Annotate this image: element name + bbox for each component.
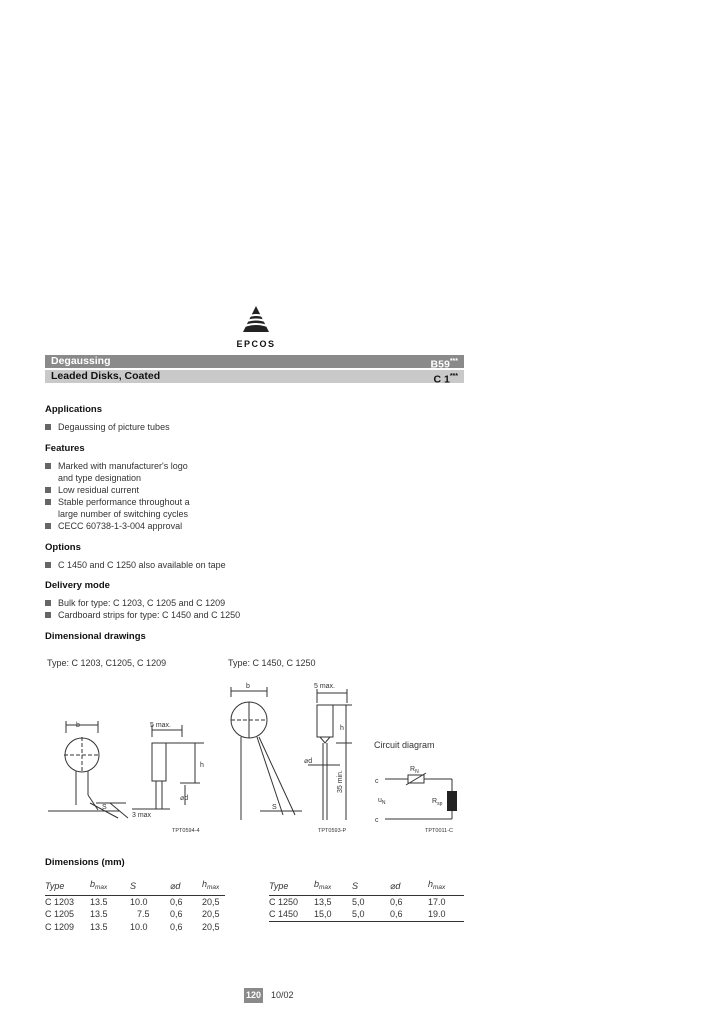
label-b-left: b	[76, 722, 80, 729]
bullet-icon	[45, 523, 51, 529]
label-b-middle: b	[246, 683, 250, 690]
dimensions-table-right	[269, 878, 464, 922]
label-c-bottom: c	[375, 817, 379, 824]
category-label: Degaussing	[51, 355, 111, 367]
drawings-heading: Dimensional drawings	[45, 631, 146, 642]
dimensional-drawing	[40, 675, 480, 840]
page-number: 120	[244, 988, 263, 1003]
code-left: TPT0594-4	[172, 828, 200, 834]
applications-heading: Applications	[45, 404, 103, 415]
epcos-logo-icon	[234, 304, 278, 334]
list-item: Stable performance throughout a large number of switching cycles	[45, 496, 190, 520]
label-s-middle: S	[272, 804, 277, 811]
list-item: CECC 60738-1-3-004 approval	[45, 520, 182, 532]
list-item: Low residual current	[45, 484, 139, 496]
bullet-icon	[45, 487, 51, 493]
label-35min: 35 min.	[337, 770, 344, 793]
product-label: Leaded Disks, Coated	[51, 370, 161, 382]
label-h-middle: h	[340, 725, 344, 732]
category-code: B59***	[430, 358, 458, 371]
bullet-icon	[45, 612, 51, 618]
bullet-icon	[45, 600, 51, 606]
code-middle: TPT0593-P	[318, 828, 347, 834]
table-row: C 1250 13,5 5,0 0,6 17.0	[269, 896, 446, 907]
table-header-row: Type $b_{max}$ S ⌀d $h_{max}$	[269, 878, 464, 895]
label-phid-left: ⌀d	[180, 795, 189, 802]
product-code: C 1***	[433, 373, 458, 386]
bullet-icon	[45, 424, 51, 430]
header-bar-product	[45, 370, 464, 386]
list-item: Bulk for type: C 1203, C 1205 and C 1209	[45, 597, 225, 609]
options-heading: Options	[45, 542, 81, 553]
label-s-left: S	[102, 804, 107, 811]
dimensions-table-left	[45, 878, 225, 933]
label-5max-left: 5 max.	[150, 722, 172, 729]
label-3max: 3 max	[132, 812, 152, 819]
table-row: C 1209 13.5 10.0 0,6 20,5	[45, 921, 220, 932]
epcos-logo	[234, 304, 278, 349]
table-row: C 1450 15,0 5,0 0,6 19.0	[269, 908, 464, 921]
table-header-row: Type $b_{max}$ S ⌀d $h_{max}$	[45, 878, 225, 895]
bullet-icon	[45, 463, 51, 469]
label-c-top: c	[375, 778, 379, 785]
label-un: $u_N$	[378, 797, 386, 806]
label-5max-middle: 5 max.	[314, 683, 336, 690]
page-date: 10/02	[271, 990, 294, 1000]
label-rn: $R_N$	[410, 766, 419, 775]
label-phid-middle: ⌀d	[304, 758, 313, 765]
label-rsp: $R_{sp}$	[432, 798, 443, 807]
delivery-heading: Delivery mode	[45, 580, 110, 591]
list-item: Degaussing of picture tubes	[45, 421, 170, 433]
dimensions-heading: Dimensions (mm)	[45, 857, 125, 868]
code-right: TPT0011-C	[425, 828, 454, 834]
bullet-icon	[45, 562, 51, 568]
list-item: C 1450 and C 1250 also available on tape	[45, 559, 226, 571]
label-h-left: h	[200, 762, 204, 769]
circuit-title: Circuit diagram	[374, 740, 435, 750]
brand-name: EPCOS	[236, 339, 276, 349]
caption-left: Type: C 1203, C1205, C 1209	[47, 658, 167, 668]
list-item: Cardboard strips for type: C 1450 and C 1250	[45, 609, 240, 621]
bullet-icon	[45, 499, 51, 505]
features-heading: Features	[45, 443, 85, 454]
header-bar-category	[45, 355, 464, 371]
table-row: C 1205 13.5 7.5 0,6 20,5	[45, 909, 220, 919]
table-row: C 1203 13.5 10.0 0,6 20,5	[45, 896, 220, 907]
caption-right: Type: C 1450, C 1250	[228, 658, 316, 668]
resistor-rsp-icon	[447, 791, 457, 811]
list-item: Marked with manufacturer's logo and type designation	[45, 460, 188, 484]
